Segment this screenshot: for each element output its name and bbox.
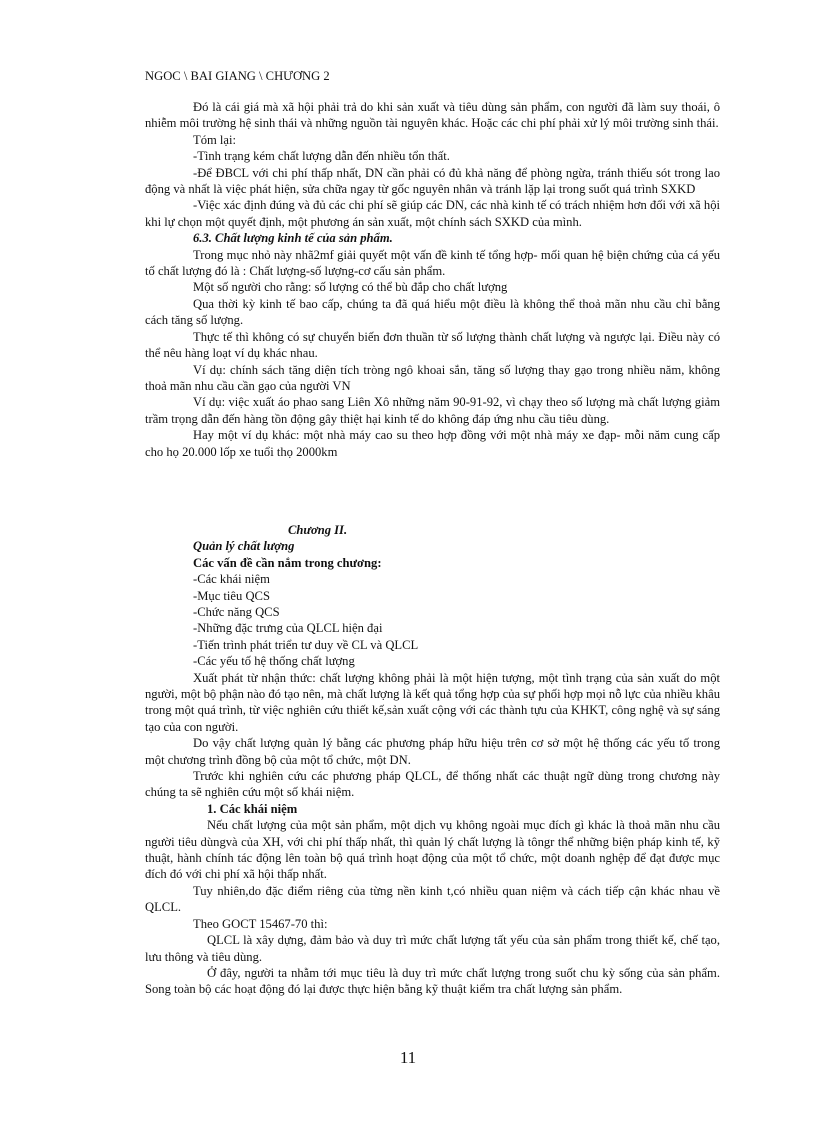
paragraph: Ở đây, người ta nhằm tới mục tiêu là duy trì mức chất lượng trong suốt chu kỳ sống của sản phẩm. Song toàn bộ các hoạt động đó lại được thực hiện bằng kỹ thuật kiểm tra chất lượng sản phẩm. [145,965,720,997]
paragraph: Trước khi nghiên cứu các phương pháp QLCL, để thống nhất các thuật ngữ dùng trong chương này chúng ta sẽ nghiên cứu một số khái niệm. [145,769,720,800]
paragraph: -Việc xác định đúng và đủ các chi phí sẽ giúp các DN, các nhà kinh tế có trách nhiệm hơn đối với xã hội khi lự chọn một quyết định, một phương án sản xuất, một chính sách SXKD của mình. [145,198,720,229]
paragraph: Ví dụ: chính sách tăng diện tích tròng ngô khoai sắn, tăng số lượng thay gạo trong nhiều năm, không thoả mãn nhu cầu cần gạo của người VN [145,362,720,393]
paragraph: Nếu chất lượng của một sản phẩm, một dịch vụ không ngoài mục đích gì khác là thoả mãn nhu cầu người tiêu dùngvà của XH, với chi phí thấp nhất, thì quản lý chất lượng là tôngr thể những biện pháp kinh tế, kỹ thuật, hành chính tác động lên toàn bộ quá trình hoạt động của một tổ chức, một doanh nghệp để đạt được mục đích đó với chi phí xã hội thấp nhất. [145,818,720,882]
page-content [145,99,720,998]
paragraph: Ví dụ: việc xuất áo phao sang Liên Xô những năm 90-91-92, vì chạy theo số lượng mà chất lượng giảm trầm trọng dẫn đến hàng tồn động gây thiệt hại kinh tế do không đáp ứng nhu cầu tiêu dùng. [145,395,720,426]
paragraph: Theo GOCT 15467-70 thì: [193,916,328,931]
paragraph: QLCL là xây dựng, đảm bảo và duy trì mức chất lượng tất yếu của sản phẩm trong thiết kế, chế tạo, lưu thông và tiêu dùng. [145,933,720,964]
list-item: -Các khái niệm [193,572,270,587]
list-item: -Tiến trình phát triển tư duy về CL và QLCL [193,637,419,652]
paragraph: Xuất phát từ nhận thức: chất lượng không phải là một hiện tượng, một tình trạng của sản xuất do một người, một bộ phận nào đó tạo nên, mà chất lượng là kết quả tổng hợp của sự phối hợp mọi nỗ lực của nhiều khâu trong một quá trình, từ việc nghiên cứu thiết kế,sản xuất cộng với các thành tựu của KHKT, công nghệ và sự sáng tạo của con người. [145,670,720,734]
paragraph: Tóm lại: [193,132,237,147]
section-heading: 6.3. Chất lượng kinh tế của sản phẩm. [193,231,393,246]
paragraph: Tuy nhiên,do đặc điểm riêng của từng nền kinh t,có nhiều quan niệm và cách tiếp cận khác nhau về QLCL. [145,883,720,915]
running-header: NGOC \ BAI GIANG \ CHƯƠNG 2 [145,69,330,83]
paragraph: Trong mục nhỏ này nhã2mf giải quyết một vấn đề kinh tế tổng hợp- mối quan hệ biện chứng của cá yếu tố chất lượng đó là : Chất lượng-số lượng-cơ cấu sản phẩm. [145,247,720,279]
list-item: -Những đặc trưng của QLCL hiện đại [193,621,383,636]
list-item: -Chức năng QCS [193,604,280,619]
section-heading: 1. Các khái niệm [207,801,298,816]
paragraph: Hay một ví dụ khác: một nhà máy cao su theo hợp đồng với một nhà máy xe đạp- mỗi năm cung cấp cho họ 20.000 lốp xe tuổi thọ 2000km [145,428,720,459]
paragraph: Đó là cái giá mà xã hội phải trả do khi sản xuất và tiêu dùng sản phẩm, con người đã làm suy thoái, ô nhiễm môi trường hệ sinh thái và những nguồn tài nguyên khác. Hoặc các chi phí phải xử lý môi trường sinh thái. [145,100,720,131]
paragraph: Một số người cho rằng: số lượng có thể bù đắp cho chất lượng [193,280,508,295]
list-item: -Mục tiêu QCS [193,588,270,603]
chapter-subtitle: Quản lý chất lượng [193,539,295,554]
page-number: 11 [399,1048,417,1067]
spacer [145,460,720,522]
paragraph: -Tình trạng kém chất lượng dẫn đến nhiều tổn thất. [193,149,450,164]
issues-heading: Các vấn đề cần nắm trong chương: [193,555,382,570]
paragraph: Thực tế thì không có sự chuyển biến đơn thuần từ số lượng thành chất lượng và ngược lại. Điều này có thể nêu hàng loạt ví dụ khác nhau. [145,329,720,361]
list-item: -Các yếu tố hệ thống chất lượng [193,654,355,669]
paragraph: Qua thời kỳ kinh tế bao cấp, chúng ta đã quá hiểu một điều là không thể thoả mãn nhu cầu chỉ bằng cách tăng số lượng. [145,296,720,328]
paragraph: Do vậy chất lượng quản lý bằng các phương pháp hữu hiệu trên cơ sở một hệ thống các yếu tố trong một chương trình đồng bộ của một tổ chức, một DN. [145,736,720,767]
paragraph: -Để ĐBCL với chi phí thấp nhất, DN cần phải có đủ khả năng để phòng ngừa, tránh thiếu sót trong lao động và nhất là việc phát hiện, sửa chữa ngay từ gốc nguyên nhân và tránh lặp lại trong suốt quá trình SXKD [145,165,720,197]
chapter-title: Chương II. [288,522,348,537]
